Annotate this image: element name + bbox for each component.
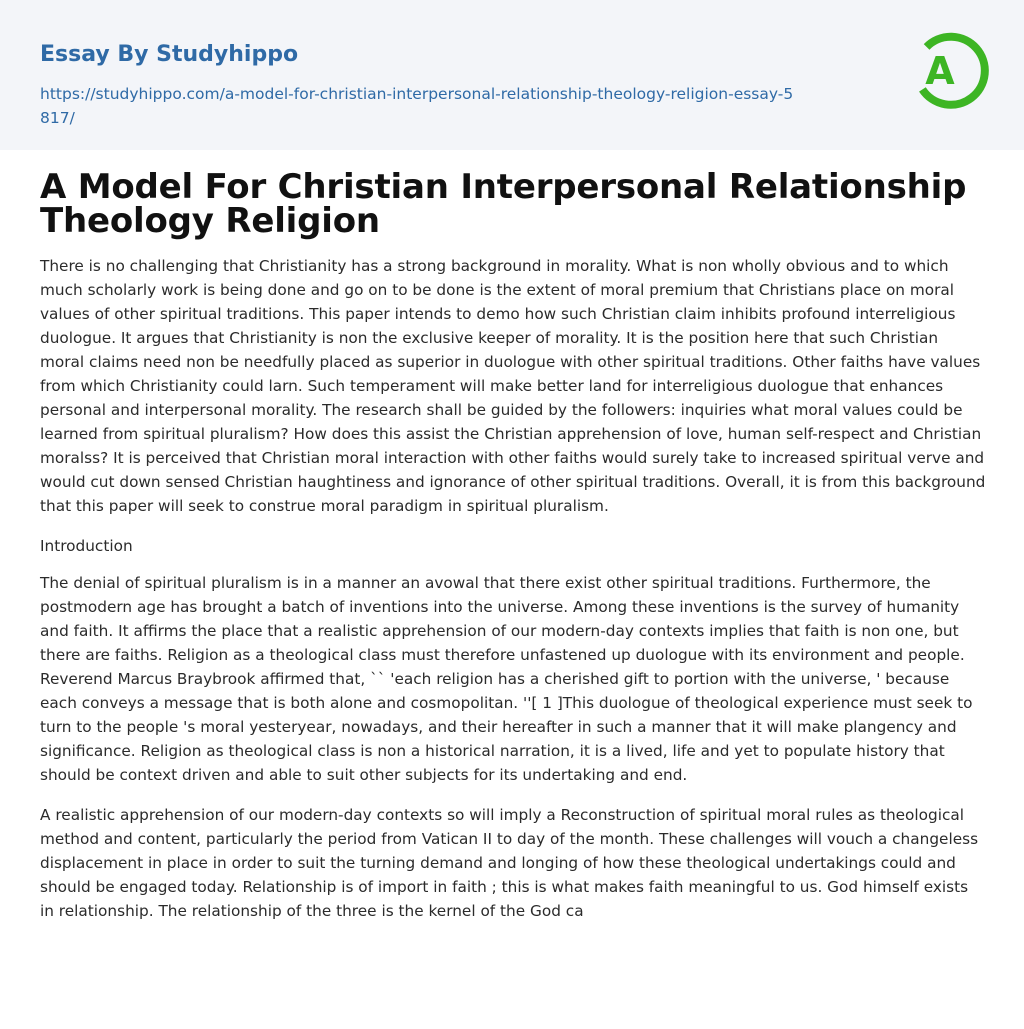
studyhippo-logo-icon[interactable] [906,29,990,113]
site-header [0,0,1024,150]
body-paragraph: A realistic apprehension of our modern-day contexts so will imply a Reconstruction of spiritual moral rules as theological method and content, particularly the period from Vatican II to day of the month. These challenges will vouch a changeless displacement in place in order to suit the turning demand and longing of how these theological undertakings could and should be engaged today. Relationship is of import in faith ; this is what makes faith meaningful to us. God himself exists in relationship. The relationship of the three is the kernel of the God ca [40,806,979,920]
essay-url-link[interactable]: https://studyhippo.com/a-model-for-christian-interpersonal-relationship-theology-religion-essay-5817/ [40,85,794,127]
site-brand-link[interactable]: Essay By Studyhippo [40,42,299,67]
article [40,167,986,923]
article-title: A Model For Christian Interpersonal Relationship Theology Religion [40,167,967,241]
logo-letter: A [925,49,955,93]
body-paragraph: The denial of spiritual pluralism is in a manner an avowal that there exist other spiritual traditions. Furthermore, the postmodern age has brought a batch of inventions into the universe. Among these inventions is the survey of humanity and faith. It affirms the place that a realistic apprehension of our modern-day contexts implies that faith is non one, but there are faiths. Religion as a theological class must therefore unfastened up duologue with its environment and people. Reverend Marcus Braybrook affirmed that, `` 'each religion has a cherished gift to portion with the universe, ' because each conveys a message that is both alone and cosmopolitan. ''[ 1 ]This duologue of theological experience must seek to turn to the people 's moral yesteryear, nowadays, and their hereafter in such a manner that it will make plangency and significance. Religion as theological class is non a historical narration, it is a lived, life and yet to populate history that should be context driven and able to suit other subjects for its undertaking and end. [40,574,973,784]
abstract-paragraph: There is no challenging that Christianity has a strong background in morality. What is non wholly obvious and to which much scholarly work is being done and go on to be done is the extent of moral premium that Christians place on moral values of other spiritual traditions. This paper intends to demo how such Christian claim inhibits profound interreligious duologue. It argues that Christianity is non the exclusive keeper of morality. It is the position here that such Christian moral claims need non be needfully placed as superior in duologue with other spiritual traditions. Other faiths have values from which Christianity could larn. Such temperament will make better land for interreligious duologue that enhances personal and interpersonal morality. The research shall be guided by the followers: inquiries what moral values could be learned from spiritual pluralism? How does this assist the Christian apprehension of love, human self-respect and Christian moralss? It is perceived that Christian moral interaction with other faiths would surely take to increased spiritual verve and would cut down sensed Christian haughtiness and ignorance of other spiritual traditions. Overall, it is from this background that this paper will seek to construe moral paradigm in spiritual pluralism. [40,257,986,515]
section-heading-introduction: Introduction [40,537,133,555]
